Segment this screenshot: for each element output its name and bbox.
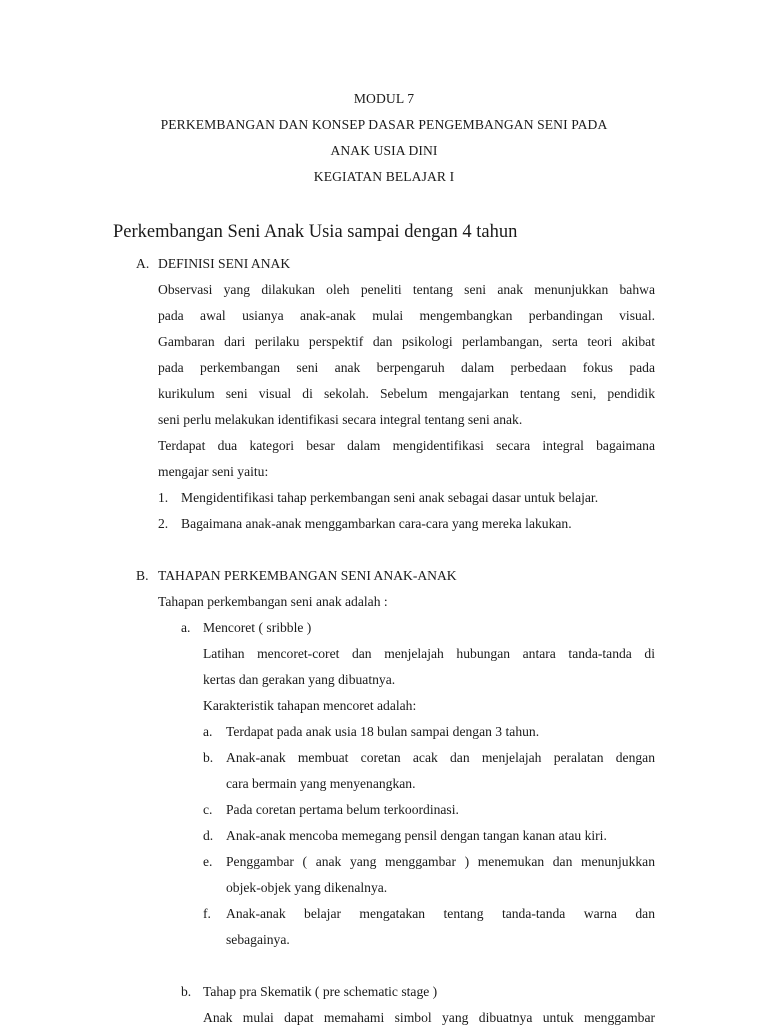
char-item-text: Anak-anak membuat coretan acak dan menjelajah peralatan dengan: [226, 750, 655, 765]
activity-label: KEGIATAN BELAJAR I: [313, 169, 455, 184]
section-b-marker: B.: [136, 568, 149, 583]
section-a-para2-line: mengajar seni yaitu:: [158, 464, 269, 479]
section-a-para1-line: Observasi yang dilakukan oleh peneliti tentang seni anak menunjukkan bahwa: [158, 282, 655, 297]
char-item-marker: a.: [203, 724, 213, 739]
char-item-text: objek-objek yang dikenalnya.: [226, 880, 388, 895]
section-b-intro: Tahapan perkembangan seni anak adalah :: [158, 594, 388, 609]
char-item-text: Anak-anak belajar mengatakan tentang tanda-tanda warna dan: [226, 906, 655, 921]
char-item-marker: f.: [203, 906, 211, 921]
sub-a-char-intro: Karakteristik tahapan mencoret adalah:: [203, 698, 417, 713]
module-label: MODUL 7: [353, 91, 415, 106]
char-item-text: Anak-anak mencoba memegang pensil dengan tangan kanan atau kiri.: [226, 828, 607, 843]
section-a-marker: A.: [136, 256, 150, 271]
section-a-para1-line: Gambaran dari perilaku perspektif dan psikologi perlambangan, serta teori akibat: [158, 334, 655, 349]
char-item-text: sebagainya.: [226, 932, 290, 947]
main-heading: Perkembangan Seni Anak Usia sampai dengan 4 tahun: [113, 222, 518, 242]
sub-b-title: Tahap pra Skematik ( pre schematic stage ): [203, 984, 438, 999]
list-item-text: Bagaimana anak-anak menggambarkan cara-cara yang mereka lakukan.: [181, 516, 572, 531]
list-marker: 2.: [158, 516, 169, 531]
sub-b-marker: b.: [181, 984, 192, 999]
list-marker: 1.: [158, 490, 169, 505]
section-a-para1-line: pada awal usianya anak-anak mulai mengembangkan perbandingan visual.: [158, 308, 655, 323]
sub-a-desc-line: Latihan mencoret-coret dan menjelajah hubungan antara tanda-tanda di: [203, 646, 655, 661]
sub-a-marker: a.: [181, 620, 191, 635]
char-item-marker: c.: [203, 802, 213, 817]
section-a-para1-line: kurikulum seni visual di sekolah. Sebelum mengajarkan tentang seni, pendidik: [158, 386, 655, 401]
section-a-para2-line: Terdapat dua kategori besar dalam mengidentifikasi secara integral bagaimana: [158, 438, 655, 453]
module-title-line-2: ANAK USIA DINI: [330, 143, 438, 158]
section-b-title: TAHAPAN PERKEMBANGAN SENI ANAK-ANAK: [158, 568, 457, 583]
section-a-para1-line: seni perlu melakukan identifikasi secara integral tentang seni anak.: [158, 412, 523, 427]
section-a-title: DEFINISI SENI ANAK: [158, 256, 291, 271]
char-item-marker: e.: [203, 854, 213, 869]
sub-b-desc-line: Anak mulai dapat memahami simbol yang dibuatnya untuk menggambar: [203, 1010, 655, 1025]
char-item-marker: b.: [203, 750, 214, 765]
char-item-text: Penggambar ( anak yang menggambar ) menemukan dan menunjukkan: [226, 854, 655, 869]
char-item-text: Pada coretan pertama belum terkoordinasi.: [226, 802, 459, 817]
char-item-text: cara bermain yang menyenangkan.: [226, 776, 416, 791]
section-a-para1-line: pada perkembangan seni anak berpengaruh dalam perbedaan fokus pada: [158, 360, 655, 375]
list-item-text: Mengidentifikasi tahap perkembangan seni anak sebagai dasar untuk belajar.: [181, 490, 599, 505]
module-title-line-1: PERKEMBANGAN DAN KONSEP DASAR PENGEMBANGAN SENI PADA: [160, 117, 608, 132]
char-item-text: Terdapat pada anak usia 18 bulan sampai dengan 3 tahun.: [226, 724, 540, 739]
char-item-marker: d.: [203, 828, 214, 843]
sub-a-desc-line: kertas dan gerakan yang dibuatnya.: [203, 672, 396, 687]
sub-a-title: Mencoret ( sribble ): [203, 620, 312, 635]
